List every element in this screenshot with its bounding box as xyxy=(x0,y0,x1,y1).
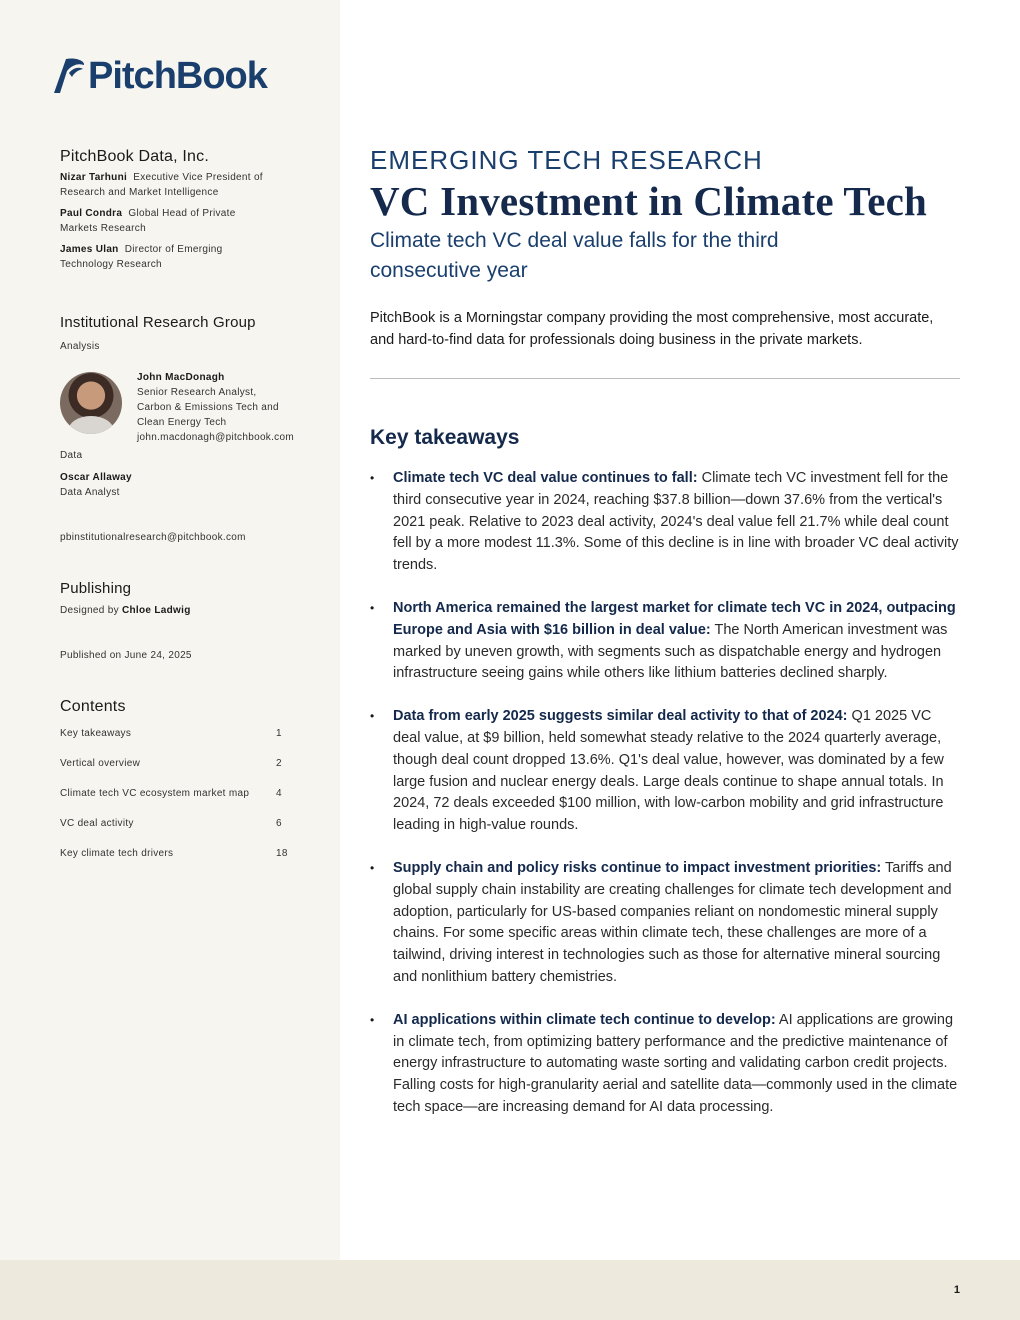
data-block xyxy=(60,448,320,500)
subtitle-line: Climate tech VC deal value falls for the third xyxy=(370,229,779,252)
company-name: PitchBook Data, Inc. xyxy=(60,148,209,165)
takeaway-text: AI applications are growing in climate tech, from optimizing battery performance and the predictive maintenance of energy infrastructure to automating waste sorting and validating carbon credit projects. Falling costs for high-granularity aerial and satellite data—commonly used in the climate tech space—are increasing demand for AI data processing. xyxy=(393,1011,958,1115)
analyst-name: John MacDonagh xyxy=(137,372,225,383)
logo-wordmark: PitchBook xyxy=(88,55,267,97)
takeaway-item xyxy=(370,858,960,989)
takeaway-lead: North America remained the largest market for climate tech VC in 2024, outpacing Europe and Asia with $16 billion in deal value: xyxy=(393,599,956,638)
toc-page: 18 xyxy=(276,848,288,859)
data-person-name: Oscar Allaway xyxy=(60,472,132,483)
analysis-label: Analysis xyxy=(60,341,100,352)
analyst-title: Senior Research Analyst, xyxy=(137,387,257,398)
takeaway-lead: Supply chain and policy risks continue to impact investment priorities: xyxy=(393,859,882,876)
toc-item[interactable] xyxy=(60,758,300,788)
toc-label: VC deal activity xyxy=(60,818,134,829)
takeaway-lead: AI applications within climate tech continue to develop: xyxy=(393,1011,776,1028)
executive-role: Global Head of Private xyxy=(128,208,236,219)
designer-name: Chloe Ladwig xyxy=(122,605,191,616)
toc-item[interactable] xyxy=(60,788,300,818)
analyst-title: Clean Energy Tech xyxy=(137,417,227,428)
takeaways-list xyxy=(370,468,960,1119)
executive-role: Director of Emerging xyxy=(124,244,223,255)
group-email[interactable]: pbinstitutionalresearch@pitchbook.com xyxy=(60,532,246,543)
page-number: 1 xyxy=(953,1284,960,1296)
takeaway-lead: Climate tech VC deal value continues to fall: xyxy=(393,470,698,486)
takeaway-text: Q1 2025 VC deal value, at $9 billion, held somewhat steady relative to the 2024 quarterly average, though deal count dropped 13.6%. Q1's deal value, however, was dominated by a few large fusion and nuclear energy deals. Large deals continue to shape annual totals. In 2024, 72 deals exceeded $100 million, with low-carbon mobility and grid infrastructure leading in high-value rounds. xyxy=(393,708,944,834)
takeaway-item xyxy=(370,598,960,685)
pitchbook-logo-icon xyxy=(52,57,86,95)
toc-item[interactable] xyxy=(60,848,300,878)
data-label: Data xyxy=(60,450,83,461)
executive-name: James Ulan xyxy=(60,244,119,255)
executive-name: Nizar Tarhuni xyxy=(60,172,128,183)
toc-label: Vertical overview xyxy=(60,758,141,769)
toc-page: 4 xyxy=(276,788,282,799)
subtitle-line: consecutive year xyxy=(370,259,528,282)
executive-entry xyxy=(60,170,320,200)
takeaway-text: Tariffs and global supply chain instability are creating challenges for climate tech development and adoption, particularly for US-based companies reliant on nondomestic mineral supply chains. For some specific areas within climate tech, these challenges are more of a tailwind, driving interest in technologies such as those for alternative mineral sourcing and nonlithium battery chemistries. xyxy=(393,859,952,985)
intro-paragraph: PitchBook is a Morningstar company providing the most comprehensive, most accurate, and hard-to-find data for professionals doing business in the private markets. xyxy=(370,310,934,348)
toc-page: 2 xyxy=(276,758,282,769)
takeaway-text: The North American investment was marked by uneven growth, with segments such as dispatchable energy and hydrogen infrastructure seeing gains while others like lithium batteries declined sharply. xyxy=(393,621,948,682)
executive-role: Executive Vice President of xyxy=(133,172,263,183)
executive-entry xyxy=(60,242,320,272)
executive-role: Markets Research xyxy=(60,223,146,234)
data-person-role: Data Analyst xyxy=(60,487,120,498)
toc-label: Climate tech VC ecosystem market map xyxy=(60,788,250,799)
executive-role: Research and Market Intelligence xyxy=(60,187,219,198)
divider xyxy=(370,378,960,379)
toc-item[interactable] xyxy=(60,728,300,758)
executive-entry xyxy=(60,206,320,236)
takeaway-item xyxy=(370,1010,960,1119)
eyebrow: EMERGING TECH RESEARCH xyxy=(370,145,763,175)
takeaway-item xyxy=(370,706,960,837)
publishing-block xyxy=(60,580,320,663)
pitchbook-logo[interactable] xyxy=(52,55,267,97)
group-heading: Institutional Research Group xyxy=(60,314,256,331)
contents-heading: Contents xyxy=(60,698,126,715)
avatar xyxy=(60,372,122,434)
executive-name: Paul Condra xyxy=(60,208,123,219)
key-takeaways-heading: Key takeaways xyxy=(370,426,520,449)
takeaway-item xyxy=(370,468,960,577)
toc-page: 6 xyxy=(276,818,282,829)
publishing-heading: Publishing xyxy=(60,580,132,597)
company-block xyxy=(60,148,320,272)
toc-item[interactable] xyxy=(60,818,300,848)
analyst-email[interactable]: john.macdonagh@pitchbook.com xyxy=(137,432,294,443)
toc-page: 1 xyxy=(276,728,282,739)
designed-by-label: Designed by xyxy=(60,605,119,616)
page-footer xyxy=(0,1260,1020,1320)
analyst-title: Carbon & Emissions Tech and xyxy=(137,402,279,413)
header-block xyxy=(370,145,960,286)
published-date: Published on June 24, 2025 xyxy=(60,650,192,661)
contents-block xyxy=(60,698,300,878)
page-title: VC Investment in Climate Tech xyxy=(370,178,928,224)
toc-label: Key takeaways xyxy=(60,728,132,739)
executive-role: Technology Research xyxy=(60,259,162,270)
takeaway-lead: Data from early 2025 suggests similar deal activity to that of 2024: xyxy=(393,708,848,725)
takeaway-text: Climate tech VC investment fell for the third consecutive year in 2024, reaching $37.8 billion—down 37.6% from the vertical's 2021 peak. Relative to 2023 deal activity, 2024's deal value fell 21.7% while deal count fell by a more modest 11.3%. Some of this decline is in line with broader VC deal activity trends. xyxy=(393,470,959,574)
research-group-block xyxy=(60,314,320,354)
toc-label: Key climate tech drivers xyxy=(60,848,174,859)
